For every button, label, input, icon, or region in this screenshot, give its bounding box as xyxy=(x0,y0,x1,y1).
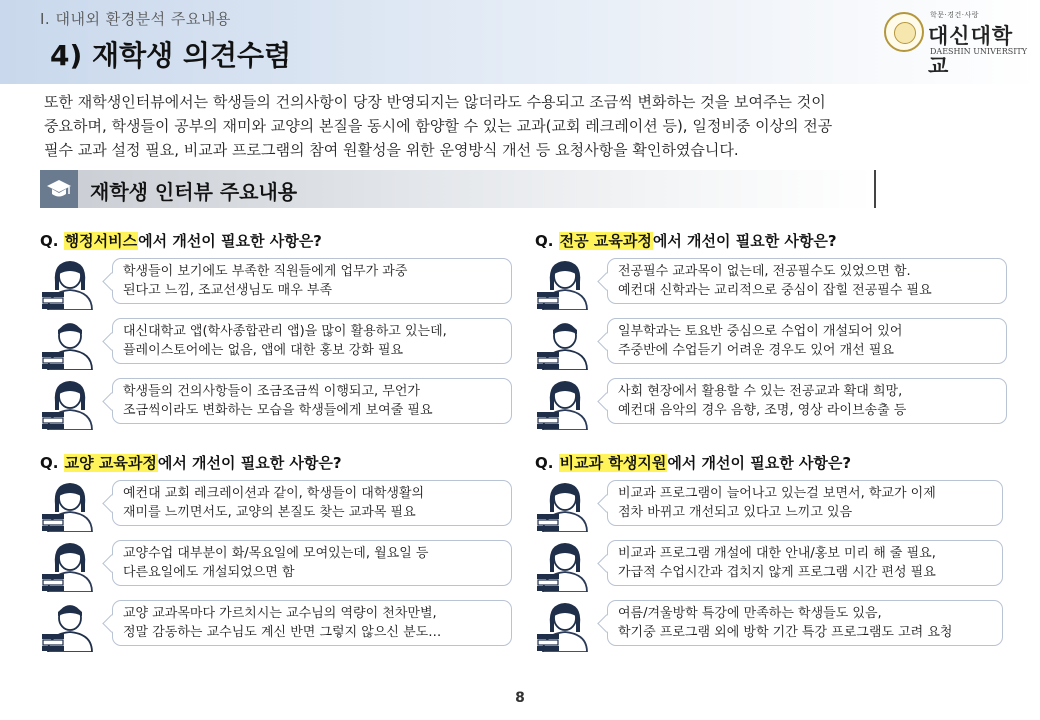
answer-item xyxy=(40,598,512,648)
answer-line: 학생들이 보기에도 부족한 직원들에게 업무가 과중 xyxy=(123,264,408,279)
answer-item xyxy=(535,376,1007,426)
intro-line: 중요하며, 학생들이 공부의 재미와 교양의 본질을 동시에 함양할 수 있는 교과(교회 레크레이션 등), 일정비중 이상의 전공 xyxy=(44,117,833,135)
question-highlight: 비교과 학생지원 xyxy=(559,454,667,472)
answer-line: 예컨대 음악의 경우 음향, 조명, 영상 라이브송출 등 xyxy=(618,403,907,418)
question-prefix: Q. xyxy=(40,232,64,250)
answer-line: 일부학과는 토요반 중심으로 수업이 개설되어 있어 xyxy=(618,324,903,339)
section-label: Ⅰ. 대내외 환경분석 주요내용 xyxy=(40,10,231,28)
answer-item xyxy=(40,256,512,306)
answer-bubble xyxy=(607,378,1007,424)
answer-bubble xyxy=(607,318,1007,364)
question-title xyxy=(40,452,342,473)
answer-item xyxy=(40,538,512,588)
answer-item xyxy=(535,598,1003,648)
intro-paragraph xyxy=(44,90,1004,162)
answer-line: 조금씩이라도 변화하는 모습을 학생들에게 보여줄 필요 xyxy=(123,403,433,418)
female-student-books-icon xyxy=(40,376,100,430)
question-suffix: 에서 개선이 필요한 사항은? xyxy=(652,232,837,250)
answer-bubble xyxy=(607,258,1007,304)
answer-item xyxy=(535,316,1007,366)
answer-line: 학기중 프로그램 외에 방학 기간 특강 프로그램도 고려 요청 xyxy=(618,625,953,640)
answer-line: 비교과 프로그램이 늘어나고 있는걸 보면서, 학교가 이제 xyxy=(618,486,936,501)
logo-tagline: 학문·경건·사랑 xyxy=(930,11,980,19)
answer-bubble xyxy=(112,540,512,586)
answer-line: 다른요일에도 개설되었으면 함 xyxy=(123,565,295,580)
answer-bubble xyxy=(112,258,512,304)
page-title: 4) 재학생 의견수렴 xyxy=(50,39,292,72)
page-number: 8 xyxy=(515,690,525,706)
question-suffix: 에서 개선이 필요한 사항은? xyxy=(667,454,852,472)
question-title xyxy=(535,230,837,251)
answer-line: 플레이스토어에는 없음, 앱에 대한 홍보 강화 필요 xyxy=(123,343,404,358)
answer-line: 교양 교과목마다 가르치시는 교수님의 역량이 천차만별, xyxy=(123,606,437,621)
female-student-books-icon xyxy=(535,376,595,430)
female-student-books-icon xyxy=(535,478,595,532)
question-suffix: 에서 개선이 필요한 사항은? xyxy=(157,454,342,472)
answer-bubble xyxy=(112,480,512,526)
female-student-books-icon xyxy=(535,538,595,592)
answer-item xyxy=(535,478,1003,528)
answer-bubble xyxy=(607,540,1003,586)
answer-line: 여름/겨울방학 특강에 만족하는 학생들도 있음, xyxy=(618,606,882,621)
question-highlight: 전공 교육과정 xyxy=(559,232,652,250)
answer-bubble xyxy=(112,378,512,424)
male-student-books-icon xyxy=(535,316,595,370)
question-prefix: Q. xyxy=(535,232,559,250)
female-student-books-icon xyxy=(40,478,100,532)
answer-item xyxy=(40,478,512,528)
question-suffix: 에서 개선이 필요한 사항은? xyxy=(138,232,322,250)
answer-line: 예컨대 신학과는 교리적으로 중심이 잡힐 전공필수 필요 xyxy=(618,283,932,298)
answer-line: 재미를 느끼면서도, 교양의 본질도 찾는 교과목 필요 xyxy=(123,505,416,520)
university-logo xyxy=(884,10,1034,78)
graduation-cap-icon xyxy=(40,170,78,208)
answer-line: 예컨대 교회 레크레이션과 같이, 학생들이 대학생활의 xyxy=(123,486,425,501)
intro-line: 또한 재학생인터뷰에서는 학생들의 건의사항이 당장 반영되지는 않더라도 수용되고 조금씩 변화하는 것을 보여주는 것이 xyxy=(44,93,826,111)
answer-line: 학생들의 건의사항들이 조금조금씩 이행되고, 무언가 xyxy=(123,384,420,399)
question-title xyxy=(535,452,851,473)
question-highlight: 행정서비스 xyxy=(64,232,138,250)
question-prefix: Q. xyxy=(40,454,64,472)
answer-line: 정말 감동하는 교수님도 계신 반면 그렇지 않으신 분도… xyxy=(123,625,442,640)
answer-line: 사회 현장에서 활용할 수 있는 전공교과 확대 희망, xyxy=(618,384,903,399)
answer-bubble xyxy=(607,480,1003,526)
intro-line: 필수 교과 설정 필요, 비교과 프로그램의 참여 원활성을 위한 운영방식 개선 등 요청사항을 확인하였습니다. xyxy=(44,141,739,159)
answer-line: 주중반에 수업듣기 어려운 경우도 있어 개선 필요 xyxy=(618,343,894,358)
question-prefix: Q. xyxy=(535,454,559,472)
question-highlight: 교양 교육과정 xyxy=(64,454,157,472)
answer-line: 비교과 프로그램 개설에 대한 안내/홍보 미리 해 줄 필요, xyxy=(618,546,936,561)
female-student-books-icon xyxy=(535,598,595,652)
answer-line: 점차 바뀌고 개선되고 있다고 느끼고 있음 xyxy=(618,505,853,520)
female-student-books-icon xyxy=(535,256,595,310)
answer-item xyxy=(40,376,512,426)
male-student-books-icon xyxy=(40,316,100,370)
logo-english: DAESHIN UNIVERSITY xyxy=(930,47,1027,56)
answer-line: 전공필수 교과목이 없는데, 전공필수도 있었으면 함. xyxy=(618,264,911,279)
answer-line: 가급적 수업시간과 겹치지 않게 프로그램 시간 편성 필요 xyxy=(618,565,936,580)
subheading-bar xyxy=(40,170,876,208)
subheading-title: 재학생 인터뷰 주요내용 xyxy=(90,180,298,204)
answer-item xyxy=(535,256,1007,306)
answer-bubble xyxy=(112,600,512,646)
university-seal-icon xyxy=(884,12,924,52)
male-student-books-icon xyxy=(40,598,100,652)
logo-name: 대신대학교 xyxy=(928,24,1014,78)
answer-line: 된다고 느낌, 조교선생님도 매우 부족 xyxy=(123,283,333,298)
answer-line: 교양수업 대부분이 화/목요일에 모여있는데, 월요일 등 xyxy=(123,546,429,561)
answer-line: 대신대학교 앱(학사종합관리 앱)을 많이 활용하고 있는데, xyxy=(123,324,447,339)
female-student-books-icon xyxy=(40,538,100,592)
question-title xyxy=(40,230,322,251)
answer-bubble xyxy=(607,600,1003,646)
answer-bubble xyxy=(112,318,512,364)
answer-item xyxy=(40,316,512,366)
female-student-books-icon xyxy=(40,256,100,310)
answer-item xyxy=(535,538,1003,588)
